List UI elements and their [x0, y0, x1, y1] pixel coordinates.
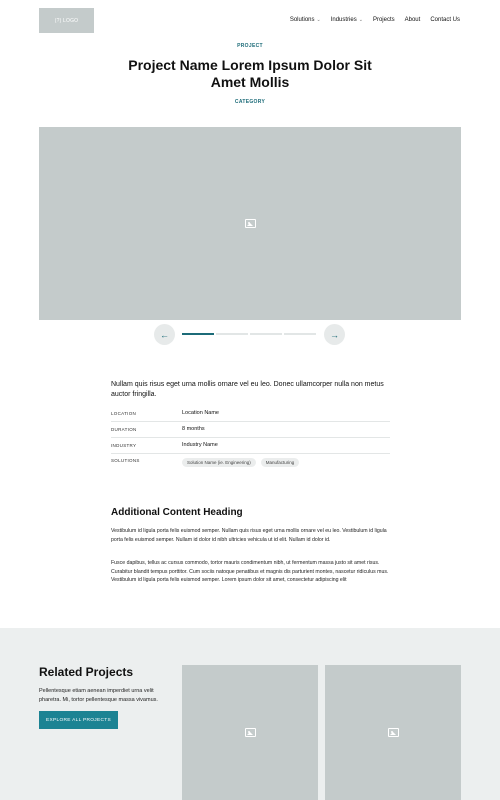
nav-item-solutions[interactable] — [290, 17, 321, 23]
project-category[interactable]: CATEGORY — [234, 99, 266, 105]
arrow-right-icon: → — [330, 329, 339, 340]
info-value: Location Name — [182, 410, 219, 416]
additional-paragraph: Vestibulum id ligula porta felis euismod semper. Nullam quis risus eget urna mollis ornare vel eu leo. Vestibulum id ligula porta felis euismod semper. Nullam id dolor id nibh ultricies vehicula ut id elit. Nullam id dolor id. — [111, 528, 387, 543]
solution-tags — [182, 458, 299, 467]
nav-label: Industries — [330, 17, 357, 23]
nav-label: Contact Us — [430, 17, 460, 23]
gallery-dot[interactable] — [284, 333, 316, 335]
image-icon — [245, 728, 256, 737]
gallery-next-button[interactable] — [324, 324, 345, 345]
project-eyebrow: PROJECT — [237, 43, 263, 49]
info-label: INDUSTRY — [111, 443, 137, 448]
solution-tag[interactable]: Solution Name (ie. Engineering) — [182, 458, 256, 467]
hero-image — [39, 127, 461, 320]
gallery-indicator — [182, 333, 316, 335]
info-row-industry — [111, 438, 390, 454]
info-row-solutions — [111, 454, 390, 474]
image-icon — [388, 728, 399, 737]
nav-item-projects[interactable] — [373, 17, 395, 23]
nav-label: About — [404, 17, 421, 23]
related-description: Pellentesque etiam aenean imperdiet urna velit pharetra. Mi, tortor pellentesque massa vivamus. — [39, 688, 158, 703]
related-project-card[interactable] — [325, 665, 461, 800]
info-label: LOCATION — [111, 411, 137, 416]
nav-item-industries[interactable] — [331, 17, 363, 23]
logo[interactable]: (?) LOGO — [39, 8, 94, 33]
arrow-left-icon: ← — [160, 329, 169, 340]
project-info-table — [111, 406, 390, 474]
project-intro: Nullam quis risus eget urna mollis ornare vel eu leo. Donec ullamcorper nulla non metus auctor fringilla. — [111, 381, 384, 398]
info-row-location — [111, 406, 390, 422]
info-label: SOLUTIONS — [111, 458, 140, 463]
related-heading: Related Projects — [39, 665, 134, 679]
nav-item-about[interactable] — [405, 17, 421, 23]
additional-paragraph: Fusce dapibus, tellus ac cursus commodo, tortor mauris condimentum nibh, ut fermentum massa justo sit amet risus. Curabitur blandit tempus porttitor. Cum sociis natoque penatibus et magnis dis parturient montes, nascetur ridiculus mus. Vestibulum id ligula porta felis euismod semper. Lorem ipsum dolor sit amet, consectetur adipiscing elit — [111, 560, 389, 583]
info-value: Industry Name — [182, 442, 218, 448]
info-row-duration — [111, 422, 390, 438]
chevron-down-icon: ⌄ — [316, 17, 321, 23]
additional-heading: Additional Content Heading — [111, 507, 243, 518]
nav-label: Projects — [372, 17, 395, 23]
chevron-down-icon: ⌄ — [358, 17, 363, 23]
solution-tag[interactable]: Manufacturing — [261, 458, 300, 467]
main-nav — [290, 17, 460, 23]
gallery-prev-button[interactable] — [154, 324, 175, 345]
nav-item-contact[interactable] — [430, 17, 460, 23]
info-label: DURATION — [111, 427, 137, 432]
nav-label: Solutions — [289, 17, 315, 23]
related-project-card[interactable] — [182, 665, 318, 800]
info-value: 8 months — [182, 426, 205, 432]
gallery-dot[interactable] — [216, 333, 248, 335]
image-icon — [245, 219, 256, 228]
explore-all-projects-button[interactable]: EXPLORE ALL PROJECTS — [39, 711, 118, 729]
gallery-dot[interactable] — [182, 333, 214, 335]
gallery-dot[interactable] — [250, 333, 282, 335]
page-title: Project Name Lorem Ipsum Dolor Sit Amet Mollis — [128, 57, 372, 90]
